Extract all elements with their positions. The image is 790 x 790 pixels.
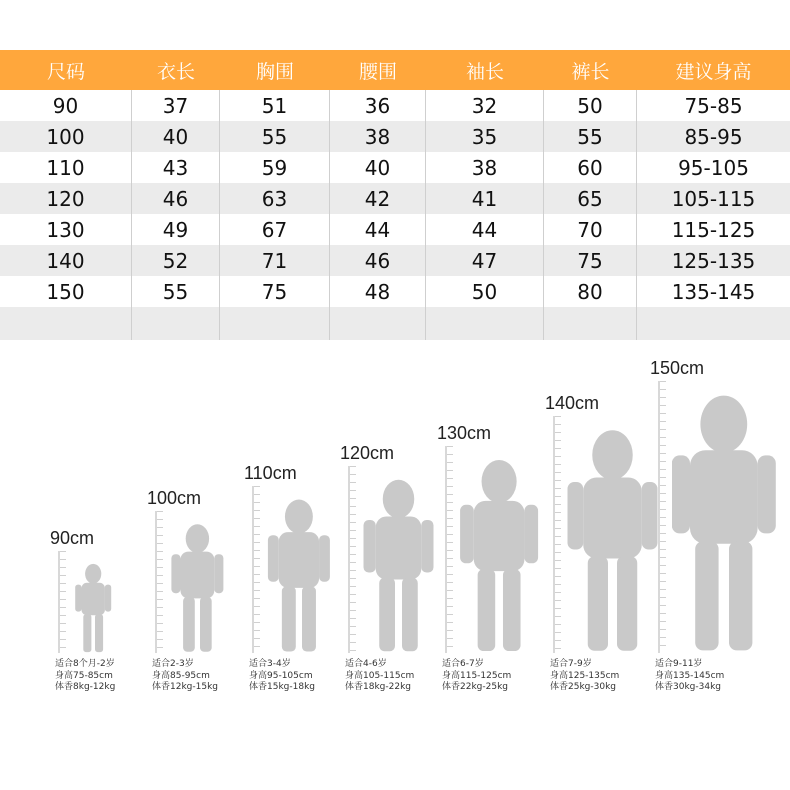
caption-age: 适合2-3岁 <box>152 659 194 669</box>
table-cell: 55 <box>220 121 330 152</box>
table-cell: 42 <box>330 183 426 214</box>
table-cell: 36 <box>330 90 426 121</box>
child-silhouette <box>459 458 539 653</box>
size-caption <box>550 659 619 694</box>
table-cell: 115-125 <box>671 217 756 242</box>
caption-age: 适合8个月-2岁 <box>55 659 115 669</box>
caption-weight: 体香25kg-30kg <box>550 682 617 692</box>
size-table <box>0 50 790 340</box>
table-cell: 32 <box>426 90 544 121</box>
table-cell: 48 <box>330 276 426 307</box>
table-cell: 38 <box>426 152 544 183</box>
table-cell: 55 <box>132 276 220 307</box>
table-cell: 100 <box>0 121 132 152</box>
table-cell: 140 <box>0 245 132 276</box>
table-cell <box>637 307 790 340</box>
header-cell-waist: 腰围 <box>358 60 397 83</box>
height-ruler <box>58 551 64 653</box>
height-ruler <box>445 446 451 653</box>
caption-age: 适合4-6岁 <box>345 659 387 669</box>
size-caption <box>442 659 511 694</box>
size-caption <box>249 659 315 694</box>
caption-weight: 体香8kg-12kg <box>55 682 116 692</box>
caption-range: 身高95-105cm <box>249 670 313 681</box>
caption-weight: 体香18kg-22kg <box>345 682 412 692</box>
caption-range: 身高115-125cm <box>442 670 512 681</box>
table-cell: 47 <box>426 245 544 276</box>
table-cell: 40 <box>132 121 220 152</box>
header-cell-pants: 裤长 <box>571 60 610 83</box>
caption-age: 适合7-9岁 <box>550 659 592 669</box>
size-caption <box>655 659 724 694</box>
caption-range: 身高135-145cm <box>655 670 725 681</box>
child-silhouette <box>672 393 776 653</box>
table-cell: 44 <box>330 214 426 245</box>
child-silhouette <box>72 563 114 653</box>
table-row <box>0 183 790 214</box>
table-cell: 41 <box>426 183 544 214</box>
caption-age: 适合9-11岁 <box>655 659 703 669</box>
height-label: 150cm <box>650 358 705 378</box>
height-ruler <box>155 511 161 653</box>
header-cell-length: 衣长 <box>156 60 195 83</box>
table-cell: 49 <box>132 214 220 245</box>
height-label: 100cm <box>147 488 202 508</box>
child-silhouette <box>169 523 226 653</box>
table-cell: 75-85 <box>684 93 743 118</box>
caption-weight: 体香22kg-25kg <box>442 682 509 692</box>
caption-range: 身高125-135cm <box>550 670 620 681</box>
header-cell-size: 尺码 <box>46 60 85 83</box>
table-cell: 150 <box>0 276 132 307</box>
table-cell: 50 <box>426 276 544 307</box>
table-cell: 85-95 <box>684 124 743 149</box>
height-label: 120cm <box>340 443 395 463</box>
table-cell: 130 <box>0 214 132 245</box>
table-row <box>0 276 790 307</box>
table-cell: 105-115 <box>671 186 756 211</box>
child-silhouette <box>567 428 658 653</box>
table-cell: 80 <box>544 276 637 307</box>
table-cell: 37 <box>132 90 220 121</box>
table-row <box>0 121 790 152</box>
header-cell-chest: 胸围 <box>255 60 294 83</box>
table-cell: 46 <box>330 245 426 276</box>
table-row <box>0 214 790 245</box>
caption-range: 身高105-115cm <box>345 670 415 681</box>
table-row <box>0 245 790 276</box>
table-row <box>0 307 790 340</box>
table-cell <box>220 307 330 340</box>
table-cell: 50 <box>544 90 637 121</box>
table-cell <box>330 307 426 340</box>
table-cell: 52 <box>132 245 220 276</box>
table-cell: 35 <box>426 121 544 152</box>
table-cell: 38 <box>330 121 426 152</box>
caption-range: 身高85-95cm <box>152 670 210 681</box>
table-cell: 40 <box>330 152 426 183</box>
table-cell: 110 <box>0 152 132 183</box>
size-caption <box>55 659 115 694</box>
table-cell: 60 <box>544 152 637 183</box>
table-body <box>0 90 790 340</box>
height-ruler <box>553 416 559 653</box>
size-caption <box>152 659 218 694</box>
height-label: 90cm <box>50 528 95 548</box>
height-label: 110cm <box>244 463 297 483</box>
child-silhouette <box>266 498 332 653</box>
header-cell-sleeve: 袖长 <box>465 60 504 83</box>
header-cell-height: 建议身高 <box>675 60 752 83</box>
table-cell: 63 <box>220 183 330 214</box>
table-cell: 65 <box>544 183 637 214</box>
table-cell: 44 <box>426 214 544 245</box>
table-cell: 120 <box>0 183 132 214</box>
caption-weight: 体香12kg-15kg <box>152 682 219 692</box>
table-cell: 71 <box>220 245 330 276</box>
height-ruler <box>252 486 258 653</box>
caption-weight: 体香15kg-18kg <box>249 682 316 692</box>
height-label: 130cm <box>437 423 492 443</box>
height-illustration <box>0 355 790 715</box>
table-cell: 75 <box>220 276 330 307</box>
table-cell <box>132 307 220 340</box>
caption-age: 适合6-7岁 <box>442 659 484 669</box>
child-silhouette <box>362 478 435 653</box>
size-caption <box>345 659 414 694</box>
table-cell: 55 <box>544 121 637 152</box>
height-label: 140cm <box>545 393 600 413</box>
caption-range: 身高75-85cm <box>55 670 113 681</box>
table-cell: 59 <box>220 152 330 183</box>
caption-weight: 体香30kg-34kg <box>655 682 722 692</box>
table-row <box>0 90 790 121</box>
height-ruler <box>348 466 354 653</box>
caption-age: 适合3-4岁 <box>249 659 291 669</box>
table-cell: 125-135 <box>671 248 756 273</box>
table-cell: 43 <box>132 152 220 183</box>
table-cell: 46 <box>132 183 220 214</box>
table-cell: 95-105 <box>678 155 749 180</box>
table-header-row <box>0 50 790 90</box>
table-cell: 135-145 <box>671 279 756 304</box>
table-cell: 75 <box>544 245 637 276</box>
height-ruler <box>658 381 664 653</box>
table-cell <box>426 307 544 340</box>
table-cell: 51 <box>220 90 330 121</box>
table-cell <box>0 307 132 340</box>
table-cell: 70 <box>544 214 637 245</box>
table-cell <box>544 307 637 340</box>
table-cell: 67 <box>220 214 330 245</box>
table-row <box>0 152 790 183</box>
table-cell: 90 <box>0 90 132 121</box>
